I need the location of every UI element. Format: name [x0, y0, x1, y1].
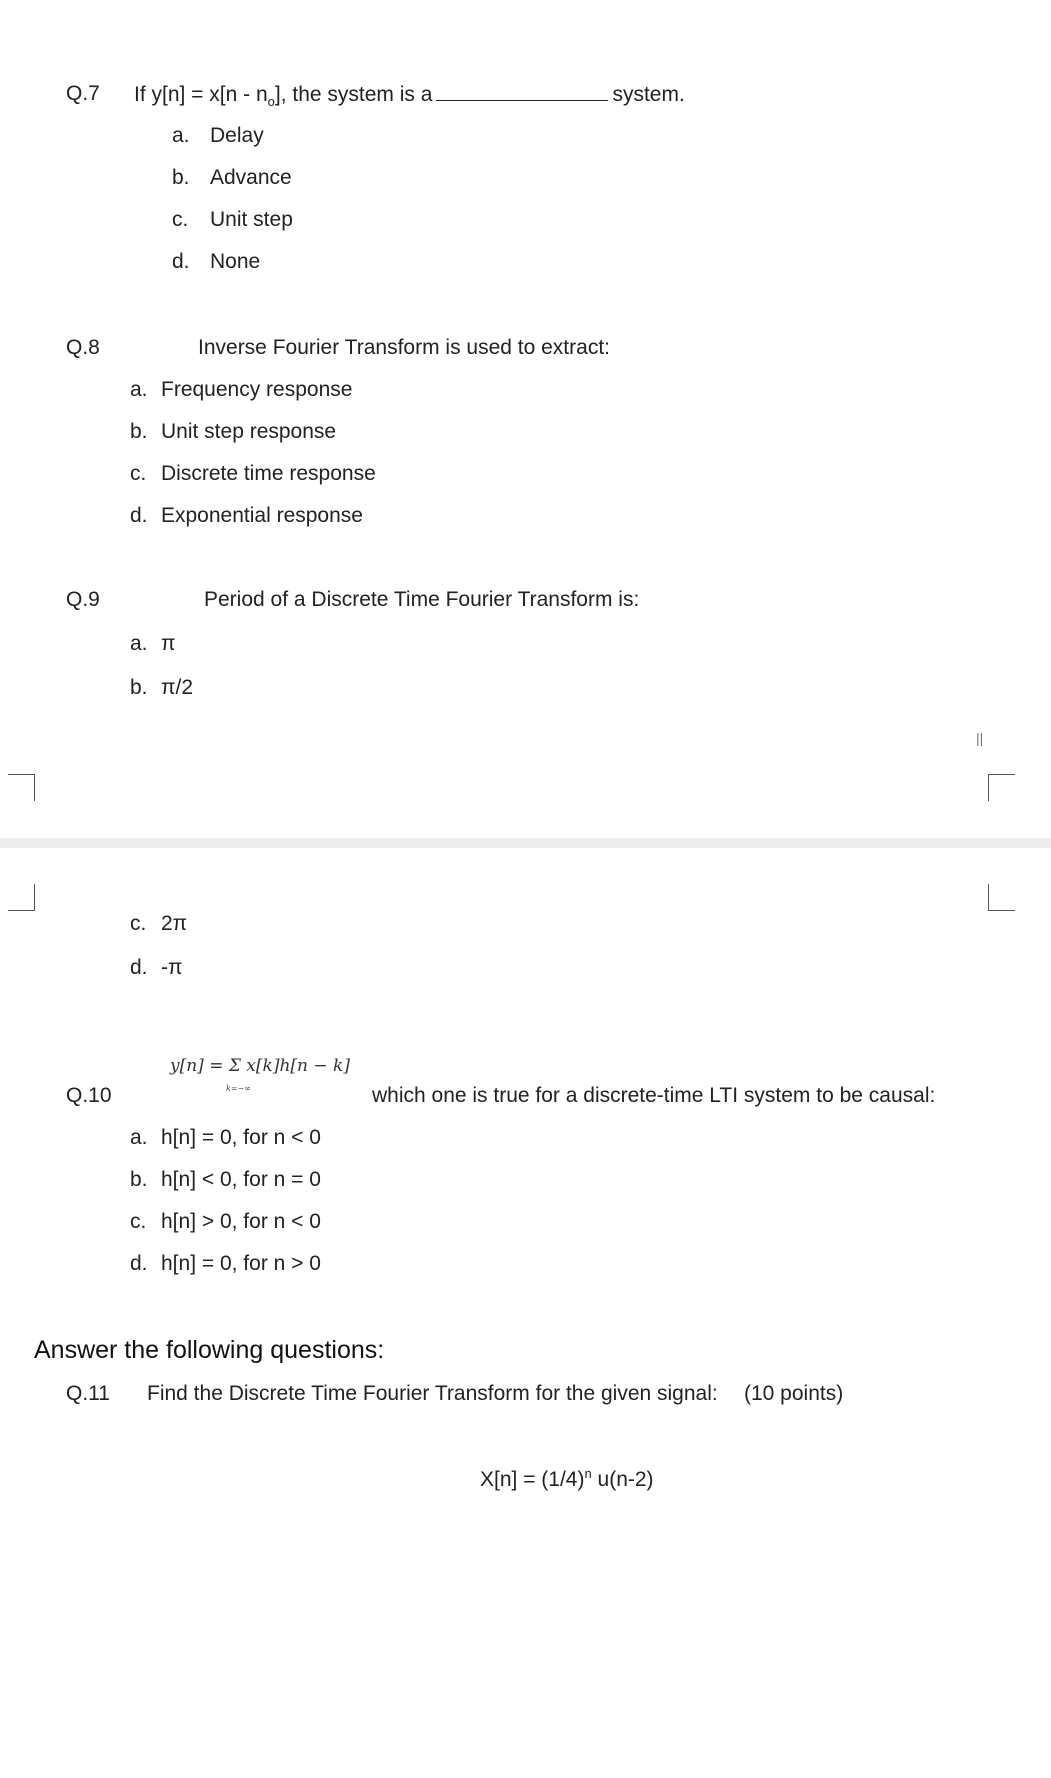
q8-option-a-text: Frequency response — [161, 378, 353, 401]
crop-mark-bottom-right — [988, 884, 1015, 911]
page-marker: || — [976, 730, 984, 746]
q11-points: (10 points) — [744, 1382, 844, 1405]
crop-mark-top-right — [988, 774, 1015, 801]
q9-option-d: d. — [130, 956, 148, 979]
signal-base: X[n] = (1/4) — [480, 1468, 585, 1491]
q11-number: Q.11 — [66, 1382, 110, 1405]
q8-option-d-text: Exponential response — [161, 504, 363, 527]
q7-subscript: o — [267, 94, 275, 110]
q9-option-a: a. — [130, 632, 148, 655]
crop-mark-top-left — [8, 774, 35, 801]
q10-option-d: d. — [130, 1252, 148, 1275]
answer-blank — [436, 82, 608, 101]
q8-option-c-text: Discrete time response — [161, 462, 376, 485]
q7-text-end: system. — [612, 83, 685, 106]
q7-option-d: d. — [172, 250, 190, 273]
q9-option-c-text: 2π — [161, 912, 188, 935]
q9-number: Q.9 — [66, 588, 100, 611]
q10-option-c: c. — [130, 1210, 147, 1233]
q7-option-a-text: Delay — [210, 124, 264, 147]
q10-option-a-text: h[n] = 0, for n < 0 — [161, 1126, 321, 1149]
q7-question-text — [134, 82, 685, 109]
q7-option-c-text: Unit step — [210, 208, 293, 231]
q7-option-b: b. — [172, 166, 190, 189]
q8-option-b: b. — [130, 420, 148, 443]
signal-rest: u(n-2) — [591, 1468, 654, 1491]
q8-question-text: Inverse Fourier Transform is used to extract: — [198, 336, 610, 359]
q10-option-c-text: h[n] > 0, for n < 0 — [161, 1210, 321, 1233]
q10-option-d-text: h[n] = 0, for n > 0 — [161, 1252, 321, 1275]
signal-exponent: n — [584, 1466, 592, 1481]
q8-option-c: c. — [130, 462, 147, 485]
q8-number: Q.8 — [66, 336, 100, 359]
q7-option-d-text: None — [210, 250, 261, 273]
q9-option-d-text: -π — [161, 956, 183, 979]
formula-sum-limit: k=−∞ — [226, 1084, 251, 1093]
q7-text-before: If y[n] = x[n - n — [134, 83, 268, 106]
q10-option-a: a. — [130, 1126, 148, 1149]
q9-option-b-text: π/2 — [161, 676, 194, 699]
q9-option-c: c. — [130, 912, 147, 935]
q9-option-a-text: π — [161, 632, 176, 655]
q11-signal — [480, 1466, 654, 1492]
q7-number: Q.7 — [66, 82, 100, 105]
q7-option-c: c. — [172, 208, 189, 231]
convolution-formula: y[n] = Σ x[k]h[n − k] — [170, 1056, 350, 1076]
page-separator — [0, 838, 1051, 848]
q9-option-b: b. — [130, 676, 148, 699]
crop-mark-bottom-left — [8, 884, 35, 911]
q10-option-b-text: h[n] < 0, for n = 0 — [161, 1168, 321, 1191]
section-heading: Answer the following questions: — [34, 1336, 385, 1364]
q10-option-b: b. — [130, 1168, 148, 1191]
q8-option-d: d. — [130, 504, 148, 527]
q7-text-after: ], the system is a — [274, 83, 433, 106]
q7-option-b-text: Advance — [210, 166, 292, 189]
q7-option-a: a. — [172, 124, 190, 147]
q10-question-text: which one is true for a discrete-time LTI system to be causal: — [372, 1084, 936, 1107]
q11-question-text: Find the Discrete Time Fourier Transform for the given signal: — [147, 1382, 718, 1405]
q8-option-b-text: Unit step response — [161, 420, 337, 443]
q8-option-a: a. — [130, 378, 148, 401]
q9-question-text: Period of a Discrete Time Fourier Transform is: — [204, 588, 640, 611]
q10-number: Q.10 — [66, 1084, 112, 1107]
